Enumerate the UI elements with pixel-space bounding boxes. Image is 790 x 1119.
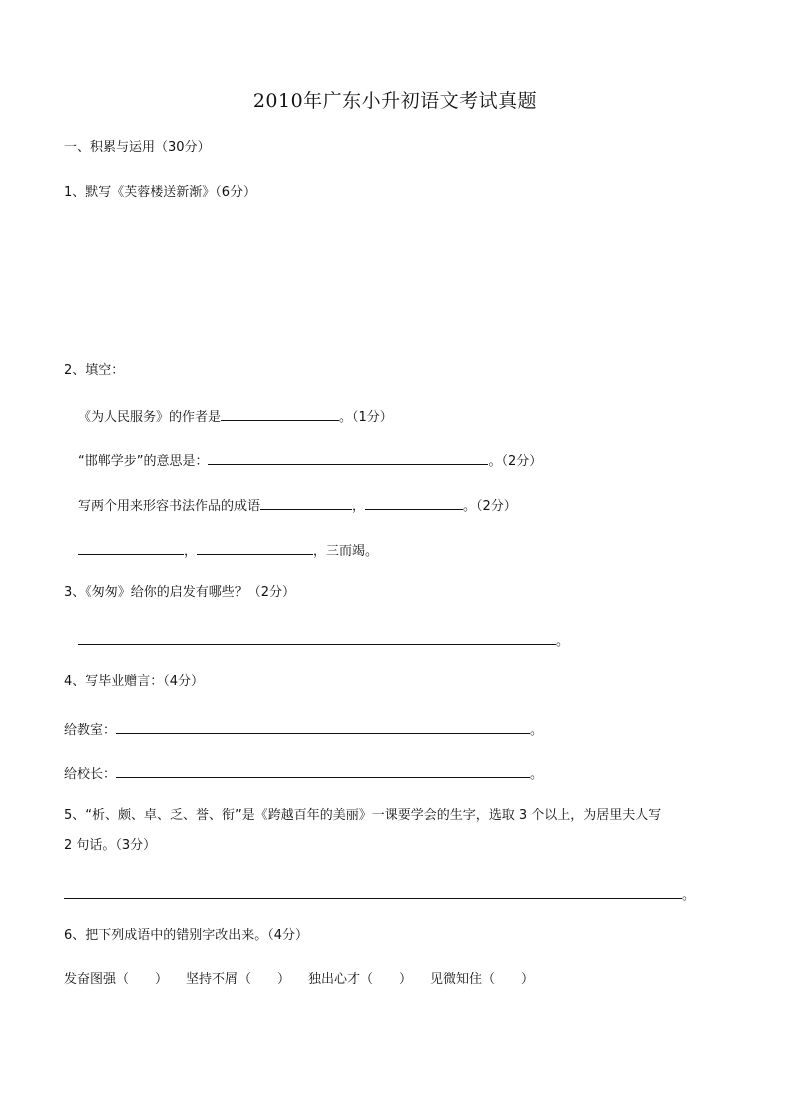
q2-line4-separator-1: ， (184, 544, 198, 559)
section-1-heading: 一、积累与运用（30分） (64, 140, 211, 155)
question-4-heading: 4、写毕业赠言：（4分） (64, 674, 205, 689)
exam-title: 2010年广东小升初语文考试真题 (252, 90, 538, 112)
classroom-label: 给教室： (64, 723, 117, 738)
answer-blank[interactable] (116, 719, 530, 734)
answer-blank[interactable] (78, 630, 556, 645)
q2-line1-suffix: 。（1分） (339, 410, 393, 425)
answer-blank[interactable] (221, 406, 339, 421)
q3-end-mark: 。 (556, 634, 570, 649)
q2-line3-suffix: 。（2分） (463, 499, 517, 514)
question-1: 1、默写《芙蓉楼送新渐》（6分） (64, 185, 257, 200)
question-5-answer-line (64, 884, 695, 905)
q2-line4-suffix: 三而竭。 (326, 544, 379, 559)
idiom-item: 独出心才（ ） (308, 972, 413, 987)
idiom-item: 发奋图强（ ） (64, 972, 169, 987)
principal-label: 给校长： (64, 767, 117, 782)
question-2-line-1 (78, 406, 393, 427)
answer-blank[interactable] (78, 540, 184, 555)
q2-line2-suffix: 。（2分） (488, 454, 543, 469)
question-2-line-2 (78, 450, 542, 471)
question-6-heading: 6、把下列成语中的错别字改出来。（4分） (64, 928, 309, 943)
q2-line2-prefix: “邯郸学步”的意思是： (78, 454, 209, 469)
question-5-line-2: 2 句话。（3分） (64, 838, 157, 853)
q4-end-mark-1: 。 (530, 723, 544, 738)
answer-blank[interactable] (260, 495, 352, 510)
question-6-items (64, 971, 534, 989)
question-5-line-1: 5、“析、颇、卓、乏、誉、衔”是《跨越百年的美丽》一课要学会的生字，选取 3 个以上，为居里夫人写 (64, 808, 662, 823)
question-3: 3、《匆匆》给你的启发有哪些？（2分） (64, 585, 296, 600)
idiom-item: 见微知住（ ） (430, 972, 535, 987)
q2-line3-prefix: 写两个用来形容书法作品的成语 (78, 499, 261, 514)
q4-end-mark-2: 。 (530, 767, 544, 782)
idiom-item: 坚持不屑（ ） (186, 972, 291, 987)
question-4-classroom (64, 719, 543, 740)
answer-blank[interactable] (116, 763, 530, 778)
answer-blank[interactable] (208, 450, 488, 465)
question-3-answer-line (78, 630, 569, 651)
question-2-heading: 2、填空： (64, 363, 125, 378)
q2-line3-separator: ， (352, 499, 366, 514)
answer-blank[interactable] (64, 884, 682, 899)
q5-end-mark: 。 (682, 888, 696, 903)
q2-line1-prefix: 《为人民服务》的作者是 (78, 410, 222, 425)
question-4-principal (64, 763, 543, 784)
question-2-line-3 (78, 495, 517, 516)
answer-blank[interactable] (365, 495, 463, 510)
question-2-line-4 (78, 540, 378, 561)
q2-line4-separator-2: ， (313, 544, 327, 559)
answer-blank[interactable] (197, 540, 313, 555)
